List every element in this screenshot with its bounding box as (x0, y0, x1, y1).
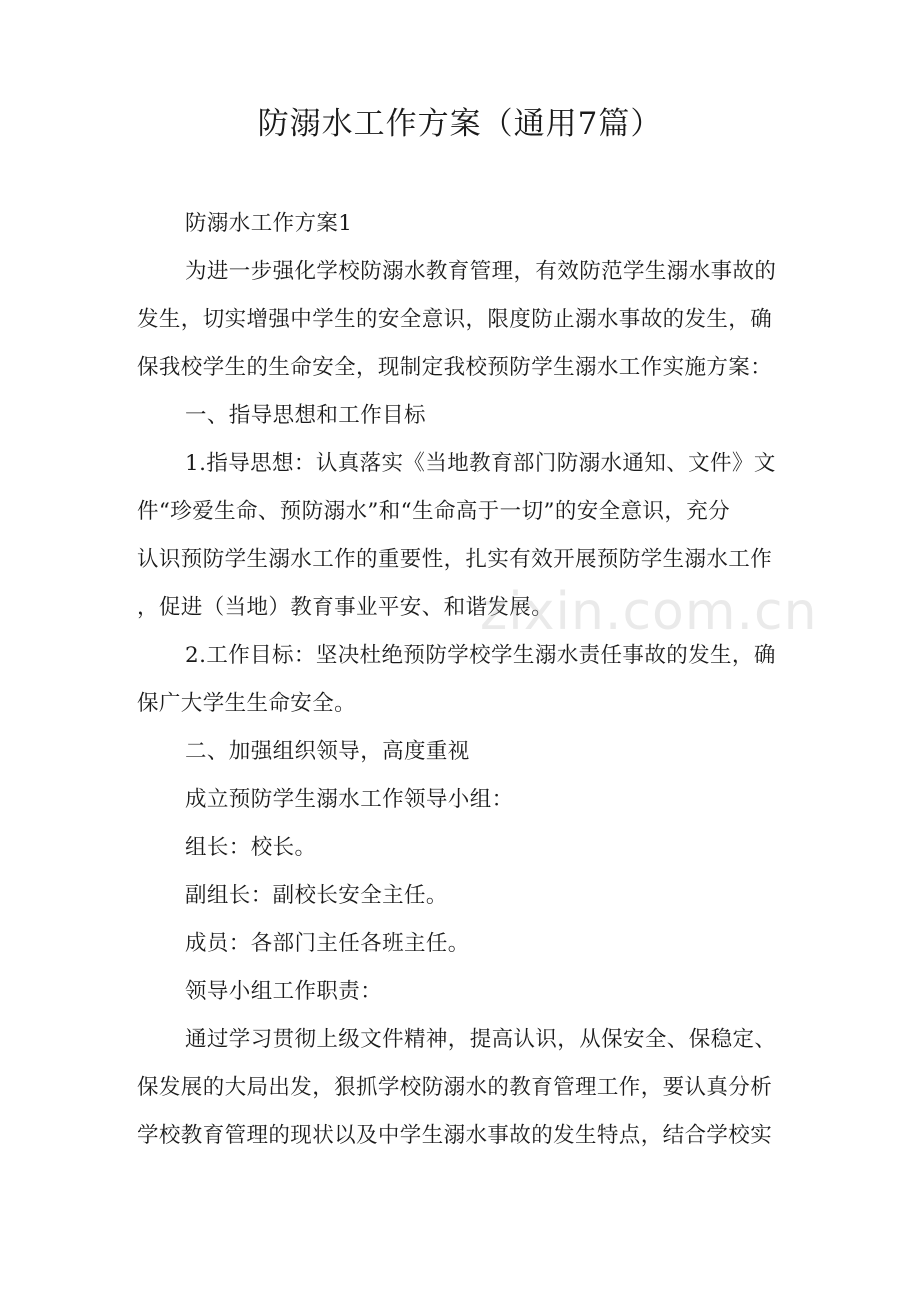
paragraph-line: 为进一步强化学校防溺水教育管理，有效防范学生溺水事故的 (185, 259, 777, 284)
paragraph-line: 认识预防学生溺水工作的重要性，扎实有效开展预防学生溺水工作 (137, 547, 773, 572)
paragraph-line: 组长：校长。 (185, 835, 317, 860)
document-body (137, 200, 797, 1160)
paragraph-line: 保发展的大局出发，狠抓学校防溺水的教育管理工作，要认真分析 (137, 1075, 773, 1100)
paragraph-line: 保广大学生生命安全。 (137, 691, 357, 716)
paragraph-line: 保我校学生的生命安全，现制定我校预防学生溺水工作实施方案： (137, 355, 773, 380)
subheading-line: 二、加强组织领导，高度重视 (185, 739, 470, 764)
paragraph-line: 成立预防学生溺水工作领导小组： (185, 787, 514, 812)
document-title: 防溺水工作方案（通用7篇） (257, 106, 663, 142)
paragraph-line: 件“珍爱生命、预防溺水”和“生命高于一切”的安全意识，充分 (137, 499, 731, 524)
watermark-text: zixin.com.cn (480, 582, 818, 642)
paragraph-line: 通过学习贯彻上级文件精神，提高认识，从保安全、保稳定、 (185, 1027, 777, 1052)
section-heading-1: 防溺水工作方案1 (185, 211, 353, 236)
paragraph-line: 1.指导思想：认真落实《当地教育部门防溺水通知、文件》文 (185, 451, 776, 476)
paragraph-line: 学校教育管理的现状以及中学生溺水事故的发生特点，结合学校实 (137, 1123, 773, 1148)
paragraph-line: 副组长：副校长安全主任。 (185, 883, 448, 908)
paragraph-line: 发生，切实增强中学生的安全意识，限度防止溺水事故的发生，确 (137, 307, 773, 332)
paragraph-line: 领导小组工作职责： (185, 979, 383, 1004)
paragraph-line: 2.工作目标：坚决杜绝预防学校学生溺水责任事故的发生，确 (185, 643, 776, 668)
paragraph-line: ，促进（当地）教育事业平安、和谐发展。 (137, 595, 554, 620)
paragraph-line: 成员：各部门主任各班主任。 (185, 931, 470, 956)
subheading-line: 一、指导思想和工作目标 (185, 403, 426, 428)
